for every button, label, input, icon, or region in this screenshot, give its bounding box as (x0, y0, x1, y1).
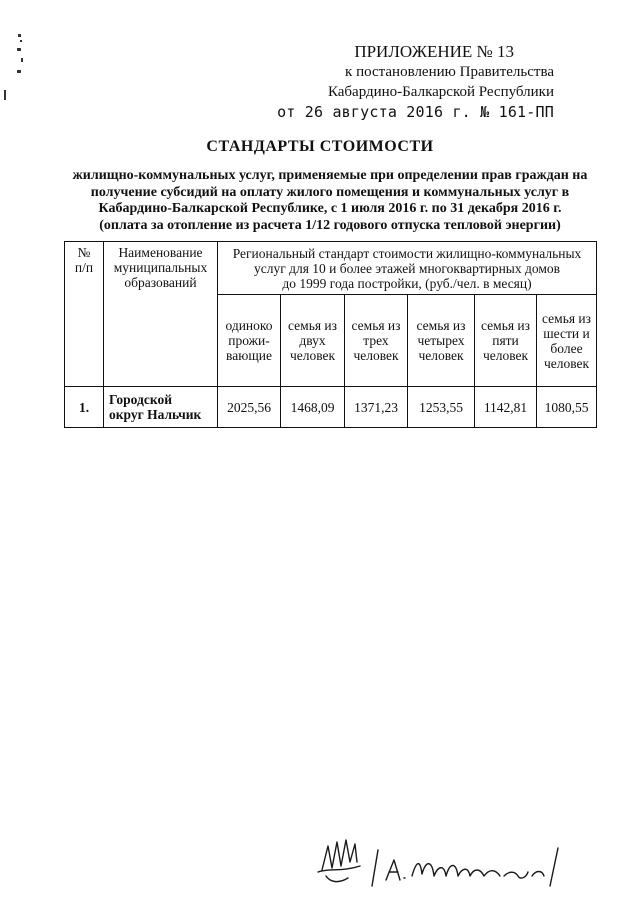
subheader-cell (475, 295, 537, 387)
subheader-line: семья из (288, 318, 337, 333)
row-value-cell: 1468,09 (281, 387, 345, 428)
subheader-line: шести и (543, 325, 590, 341)
subtitle-line: получение субсидий на оплату жилого помещения и коммунальных услуг в (90, 184, 570, 200)
subheader-line: человек (289, 348, 336, 363)
handwritten-signature (308, 832, 578, 892)
header-group-line: Региональный стандарт стоимости жилищно-коммунальных (232, 245, 582, 261)
subheader-line: человек (418, 348, 464, 363)
header-num-cell (65, 242, 104, 387)
row-name-line: Городской (109, 392, 172, 407)
header-name-cell (104, 242, 218, 387)
subheader-line: человек (353, 348, 399, 363)
header-group-line: услуг для 10 и более этажей многоквартирных домов (253, 260, 561, 276)
subheader-line: вающие (226, 348, 272, 363)
document-title: СТАНДАРТЫ СТОИМОСТИ (206, 138, 434, 155)
subheader-cell (218, 295, 281, 387)
subheader-cell (408, 295, 475, 387)
annex-resolution-line: к постановлению Правительства (345, 64, 554, 80)
header-name-line: Наименование (118, 245, 203, 260)
subheader-line: человек (543, 355, 590, 371)
row-value-cell: 1142,81 (475, 387, 537, 428)
subheader-line: пяти (492, 333, 519, 348)
subheader-line: семья из (542, 310, 591, 326)
subheader-line: семья из (351, 318, 401, 333)
document-subtitle (60, 168, 600, 234)
subtitle-line: Кабардино-Балкарской Республике, с 1 июля 2016 г. по 31 декабря 2016 г. (98, 201, 562, 216)
standards-table (64, 241, 597, 428)
annex-label: ПРИЛОЖЕНИЕ № 13 (354, 42, 514, 61)
annex-government-line: Кабардино-Балкарской Республики (327, 84, 554, 100)
row-value-cell: 2025,56 (218, 387, 281, 428)
subtitle-line: (оплата за отопление из расчета 1/12 годового отпуска тепловой энергии) (99, 217, 561, 233)
subtitle-line: жилищно-коммунальных услуг, применяемые при определении прав граждан на (72, 168, 588, 183)
subheader-line: трех (363, 333, 389, 348)
subheader-line: человек (482, 348, 529, 363)
subheader-cell (281, 295, 345, 387)
header-num-line: п/п (74, 260, 94, 275)
subheader-line: двух (299, 333, 326, 348)
row-num-cell: 1. (65, 387, 104, 428)
row-value-cell: 1371,23 (345, 387, 408, 428)
table-header-row (65, 242, 597, 295)
row-name-line: округ Нальчик (109, 407, 202, 422)
annex-date-line: от 26 августа 2016 г. № 161-ПП (277, 103, 554, 121)
annex-header (277, 42, 554, 122)
subheader-line: прожи- (228, 333, 270, 348)
row-name-cell (104, 387, 218, 428)
subheader-line: семья из (416, 318, 466, 333)
subheader-line: более (550, 340, 583, 356)
header-group-line: до 1999 года постройки, (руб./чел. в месяц) (282, 275, 532, 291)
header-name-line: образований (124, 275, 197, 290)
header-num-line: № (77, 245, 91, 260)
header-name-line: муниципальных (113, 260, 208, 275)
subheader-line: четырех (417, 333, 465, 348)
subheader-cell (537, 295, 597, 387)
row-value-cell: 1253,55 (408, 387, 475, 428)
row-value-cell: 1080,55 (537, 387, 597, 428)
header-group-cell (218, 242, 597, 295)
subheader-cell (345, 295, 408, 387)
subheader-line: одиноко (225, 318, 273, 333)
scan-edge-marks (16, 34, 30, 84)
subheader-line: семья из (481, 318, 530, 333)
table-row (65, 387, 597, 428)
